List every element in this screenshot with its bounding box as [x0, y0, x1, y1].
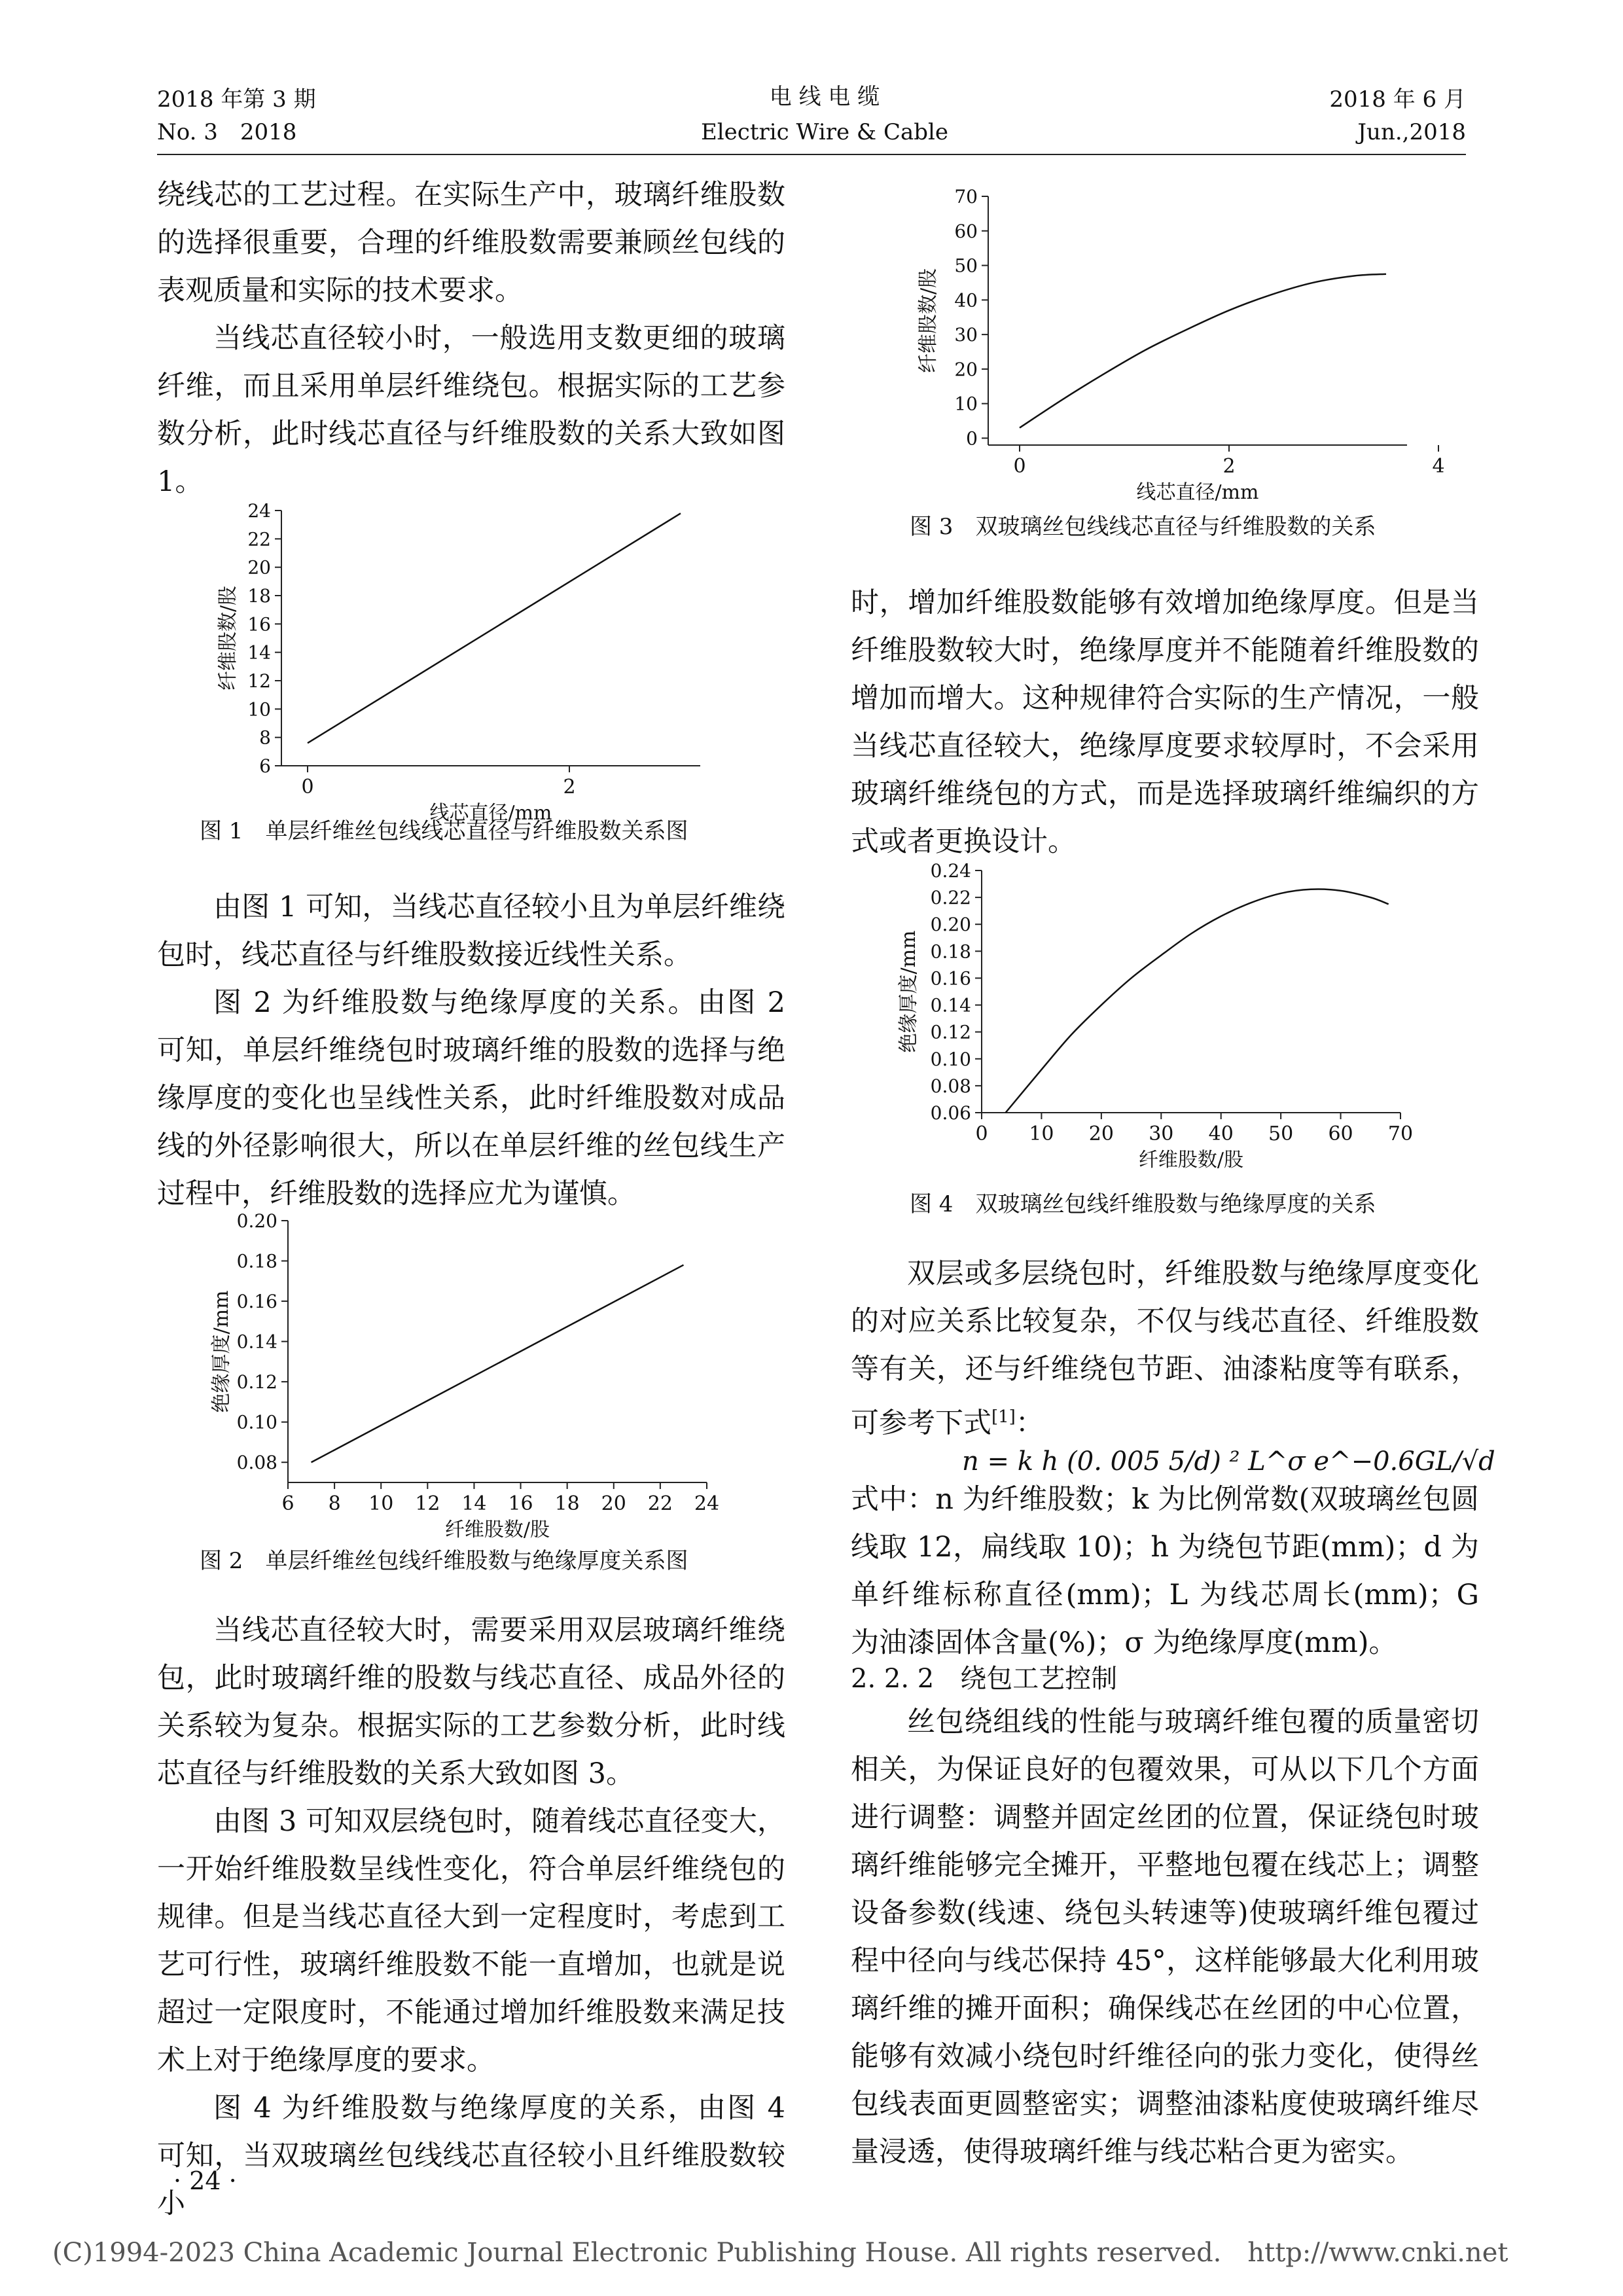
paragraph: 式中：n 为纤维股数；k 为比例常数(双玻璃丝包圆线取 12，扁线取 10)；h 为绕包节距(mm)；d 为单纤维标称直径(mm)；L 为线芯周长(mm)；G 为油漆固体含量(%)；σ 为绝缘厚度(mm)。: [851, 1483, 1479, 1659]
paragraph: 图 2 为纤维股数与绝缘厚度的关系。由图 2 可知，单层纤维绕包时玻璃纤维的股数的选择与绝缘厚度的变化也呈线性关系，此时纤维股数对成品线的外径影响很大，所以在单层纤维的丝包线生产过程中，纤维股数的选择应尤为谨慎。: [157, 986, 785, 1210]
header-center-2: Electric Wire & Cable: [700, 119, 949, 145]
y-tick-label: 0.20: [236, 1210, 277, 1232]
series-line: [308, 513, 681, 743]
figure-2-caption: 图 2 单层纤维丝包线纤维股数与绝缘厚度关系图: [200, 1548, 688, 1574]
header-left-1: 2018 年第 3 期: [157, 86, 316, 113]
figure-1-chart: [216, 497, 753, 825]
y-tick-label: 0.06: [930, 1102, 971, 1124]
y-tick-label: 14: [247, 641, 271, 664]
y-axis-label: 纤维股数/股: [217, 585, 240, 691]
x-tick-label: 22: [647, 1492, 673, 1515]
paragraph: 图 4 为纤维股数与绝缘厚度的关系，由图 4 可知，当双玻璃丝包线线芯直径较小且纤维股数较小: [157, 2092, 785, 2220]
x-tick-label: 20: [601, 1492, 626, 1515]
x-tick-label: 12: [415, 1492, 440, 1515]
x-tick-label: 40: [1208, 1122, 1234, 1145]
x-tick-label: 20: [1088, 1122, 1114, 1145]
x-tick-label: 2: [563, 776, 576, 798]
copyright-footer: (C)1994-2023 China Academic Journal Electronic Publishing House. All rights reserved. http://www.cnki.net: [52, 2238, 1508, 2268]
x-tick-label: 6: [281, 1492, 294, 1515]
formula: n = k h (0. 005 5/d) ² L^σ e^−0.6GL/√d: [962, 1446, 1495, 1477]
y-tick-label: 0.08: [236, 1452, 277, 1474]
figure-4-chart: [897, 857, 1440, 1172]
x-axis-label: 纤维股数/股: [1138, 1149, 1244, 1172]
y-tick-label: 0.22: [930, 887, 971, 909]
reference-link[interactable]: [1]: [991, 1407, 1016, 1427]
x-tick-label: 30: [1149, 1122, 1174, 1145]
y-tick-label: 12: [247, 670, 271, 692]
paragraph: 当线芯直径较大时，需要采用双层玻璃纤维绕包，此时玻璃纤维的股数与线芯直径、成品外径的关系较为复杂。根据实际的工艺参数分析，此时线芯直径与纤维股数的关系大致如图 3。: [157, 1614, 785, 1790]
y-tick-label: 0.12: [930, 1021, 971, 1043]
x-tick-label: 10: [1029, 1122, 1054, 1145]
x-axis-label: 线芯直径/mm: [429, 802, 552, 825]
y-tick-label: 8: [259, 726, 271, 749]
y-axis-label: 绝缘厚度/mm: [210, 1290, 233, 1413]
header-rule: [157, 154, 1466, 155]
paragraph: 时，增加纤维股数能够有效增加绝缘厚度。但是当纤维股数较大时，绝缘厚度并不能随着纤维股数的增加而增大。这种规律符合实际的生产情况，一般当线芯直径较大，绝缘厚度要求较厚时，不会采用玻璃纤维绕包的方式，而是选择玻璃纤维编织的方式或者更换设计。: [851, 586, 1479, 858]
x-tick-label: 14: [461, 1492, 487, 1515]
x-tick-label: 24: [694, 1492, 720, 1515]
formula-intro-text: 双层或多层绕包时，纤维股数与绝缘厚度变化的对应关系比较复杂，不仅与线芯直径、纤维股数等有关，还与纤维绕包节距、油漆粘度等有联系，可参考下式: [851, 1257, 1479, 1440]
x-tick-label: 16: [508, 1492, 533, 1515]
figure-3-caption: 图 3 双玻璃丝包线线芯直径与纤维股数的关系: [910, 514, 1376, 540]
figure-2-chart: [209, 1208, 746, 1541]
y-tick-label: 0.08: [930, 1075, 971, 1097]
paragraph: [851, 1250, 1479, 1447]
x-tick-label: 2: [1222, 455, 1236, 478]
y-tick-label: 40: [954, 289, 978, 312]
x-tick-label: 18: [554, 1492, 580, 1515]
x-tick-label: 10: [368, 1492, 394, 1515]
right-column-middle: [851, 1250, 1479, 1447]
y-tick-label: 30: [954, 324, 978, 346]
x-tick-label: 0: [1013, 455, 1026, 478]
figure-3-chart: [916, 183, 1453, 511]
x-tick-label: 60: [1328, 1122, 1353, 1145]
header-right-2: Jun.,2018: [1357, 119, 1466, 145]
x-axis-label: 纤维股数/股: [444, 1518, 550, 1541]
x-tick-label: 4: [1432, 455, 1445, 478]
y-tick-label: 0.16: [930, 967, 971, 990]
y-tick-label: 0.16: [236, 1291, 277, 1313]
x-tick-label: 0: [975, 1122, 988, 1145]
right-column-bottom: [851, 1698, 1479, 2176]
y-tick-label: 0.14: [930, 994, 971, 1016]
paragraph: 当线芯直径较小时，一般选用支数更细的玻璃纤维，而且采用单层纤维绕包。根据实际的工艺参数分析，此时线芯直径与纤维股数的关系大致如图 1。: [157, 322, 785, 498]
page-number: · 24 ·: [173, 2166, 237, 2195]
y-tick-label: 0.20: [930, 914, 971, 936]
figure-4-caption: 图 4 双玻璃丝包线纤维股数与绝缘厚度的关系: [910, 1191, 1376, 1217]
y-tick-label: 0.18: [930, 941, 971, 963]
header-center-1: 电 线 电 缆: [769, 84, 880, 110]
y-tick-label: 70: [954, 186, 978, 207]
figure-1-caption: 图 1 单层纤维丝包线线芯直径与纤维股数关系图: [200, 818, 688, 844]
y-axis-label: 纤维股数/股: [917, 268, 940, 374]
y-tick-label: 18: [247, 585, 271, 607]
y-tick-label: 0: [966, 427, 978, 450]
y-tick-label: 0.24: [930, 860, 971, 882]
left-column-bottom: [157, 1607, 785, 2228]
colon: ：: [1015, 1407, 1044, 1440]
x-tick-label: 50: [1268, 1122, 1294, 1145]
x-tick-label: 8: [328, 1492, 341, 1515]
y-tick-label: 0.18: [236, 1250, 277, 1272]
header-right-1: 2018 年 6 月: [1329, 86, 1466, 113]
y-tick-label: 50: [954, 255, 978, 277]
y-tick-label: 0.14: [236, 1331, 277, 1353]
series-line: [1006, 889, 1389, 1113]
right-column-lower: [851, 1476, 1479, 1667]
y-tick-label: 60: [954, 220, 978, 242]
y-tick-label: 22: [247, 528, 271, 550]
x-tick-label: 0: [301, 776, 314, 798]
y-tick-label: 24: [247, 500, 271, 522]
series-line: [1020, 274, 1386, 428]
section-heading: 2. 2. 2 绕包工艺控制: [851, 1664, 1118, 1694]
y-tick-label: 10: [247, 698, 271, 721]
y-tick-label: 0.10: [236, 1411, 277, 1433]
y-tick-label: 10: [954, 393, 978, 415]
series-line: [312, 1265, 684, 1463]
right-column-top: [851, 579, 1479, 866]
y-tick-label: 16: [247, 613, 271, 636]
y-tick-label: 0.12: [236, 1371, 277, 1393]
paragraph: 由图 1 可知，当线芯直径较小且为单层纤维绕包时，线芯直径与纤维股数接近线性关系。: [157, 891, 785, 971]
left-column-middle: [157, 884, 785, 1218]
x-tick-label: 70: [1387, 1122, 1414, 1145]
paragraph: 绕线芯的工艺过程。在实际生产中，玻璃纤维股数的选择很重要，合理的纤维股数需要兼顾丝包线的表观质量和实际的技术要求。: [157, 179, 785, 307]
y-axis-label: 绝缘厚度/mm: [897, 930, 920, 1053]
y-tick-label: 20: [954, 358, 978, 380]
left-column-top: [157, 171, 785, 506]
paragraph: 丝包绕组线的性能与玻璃纤维包覆的质量密切相关，为保证良好的包覆效果，可从以下几个方面进行调整：调整并固定丝团的位置，保证绕包时玻璃纤维能够完全摊开，平整地包覆在线芯上；调整设备参数(线速、绕包头转速等)使玻璃纤维包覆过程中径向与线芯保持 45°，这样能够最大化利用玻璃纤维的摊开面积；确保线芯在丝团的中心位置，能够有效减小绕包时纤维径向的张力变化，使得丝包线表面更圆整密实；调整油漆粘度使玻璃纤维尽量浸透，使得玻璃纤维与线芯粘合更为密实。: [851, 1706, 1479, 2168]
y-tick-label: 0.10: [930, 1048, 971, 1070]
header-left-2: No. 3 2018: [157, 119, 297, 145]
paragraph: 由图 3 可知双层绕包时，随着线芯直径变大，一开始纤维股数呈线性变化，符合单层纤维绕包的规律。但是当线芯直径大到一定程度时，考虑到工艺可行性，玻璃纤维股数不能一直增加，也就是说超过一定限度时，不能通过增加纤维股数来满足技术上对于绝缘厚度的要求。: [157, 1805, 785, 2077]
y-tick-label: 6: [259, 755, 271, 777]
x-axis-label: 线芯直径/mm: [1136, 481, 1259, 504]
y-tick-label: 20: [247, 556, 271, 579]
